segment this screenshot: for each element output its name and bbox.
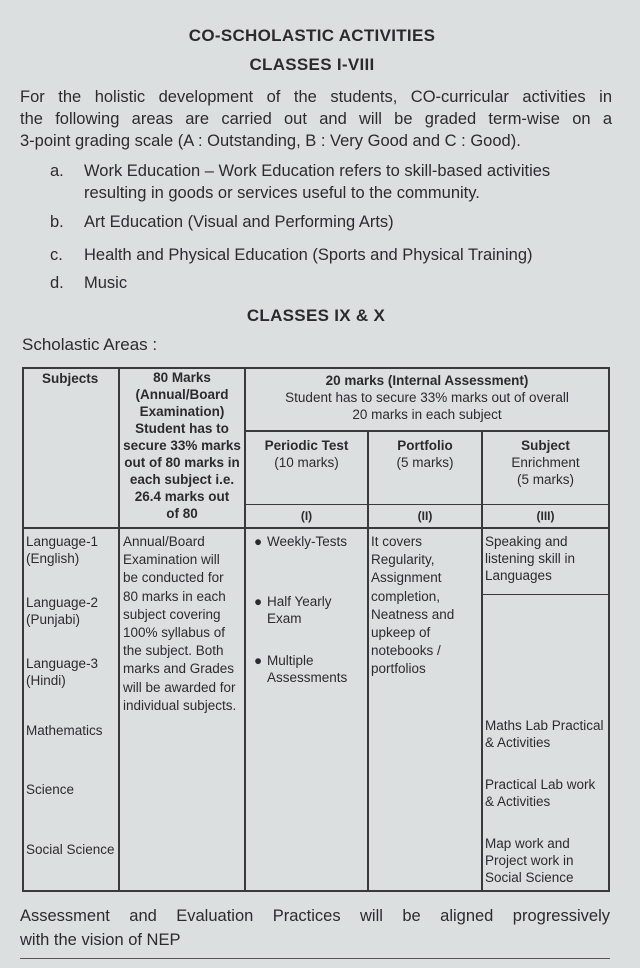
enrichment-line: Practical Lab work xyxy=(485,777,596,792)
internal-header-line: 20 marks (Internal Assessment) xyxy=(325,373,529,388)
board-header-line: each subject i.e. xyxy=(129,472,235,487)
table-border xyxy=(22,367,24,892)
activity-line: Music xyxy=(84,274,128,292)
subject-line: Language-3 xyxy=(26,656,99,671)
board-header-line: 80 Marks xyxy=(153,370,211,385)
board-line: individual subjects. xyxy=(123,697,237,713)
internal-assessment-header xyxy=(246,372,608,423)
board-line: Annual/Board xyxy=(123,534,205,549)
periodic-item-line: Multiple xyxy=(267,653,314,668)
table-border xyxy=(22,890,610,892)
portfolio-line: upkeep of xyxy=(371,625,431,641)
scholastic-table xyxy=(22,367,610,892)
periodic-item xyxy=(254,533,367,550)
intro-line: For the holistic development of the students, CO-curricular activities in xyxy=(20,88,612,106)
subject-cell xyxy=(26,533,118,567)
row-divider xyxy=(244,430,610,432)
board-line: marks and Grades xyxy=(123,661,235,677)
portfolio-line: portfolios xyxy=(371,661,426,677)
periodic-item-line: Half Yearly xyxy=(267,594,332,609)
row-divider xyxy=(22,527,610,529)
bullet-icon: ● xyxy=(254,534,263,549)
activity-text xyxy=(84,160,614,204)
table-border xyxy=(22,367,610,369)
roman-numeral: (II) xyxy=(417,509,433,523)
intro-line: 3-point grading scale (A : Outstanding, B : Very Good and C : Good). xyxy=(20,132,521,150)
footer-rule xyxy=(20,958,610,959)
enrichment-line: Social Science xyxy=(485,870,574,885)
footer-line: Assessment and Evaluation Practices will be aligned progressively xyxy=(20,907,610,925)
enrichment-header xyxy=(483,437,608,488)
subject-cell xyxy=(26,594,118,628)
board-header-line: secure 33% marks xyxy=(123,438,241,453)
enrichment-line: Speaking and xyxy=(485,534,568,549)
portfolio-header-line: Portfolio xyxy=(397,438,453,453)
page-title: CO-SCHOLASTIC ACTIVITIES xyxy=(188,26,436,45)
portfolio-text xyxy=(371,533,481,679)
enrichment-line: & Activities xyxy=(485,794,551,809)
enrichment-cell xyxy=(485,776,608,810)
intro-paragraph xyxy=(20,86,612,152)
periodic-item-line: Exam xyxy=(267,611,302,626)
board-header-line: Student has to xyxy=(135,421,229,436)
portfolio-line: completion, xyxy=(371,588,441,604)
bullet-icon: ● xyxy=(254,653,263,668)
board-line: 100% syllabus of xyxy=(123,625,226,641)
board-header-line: out of 80 marks in xyxy=(124,455,240,470)
subject-cell: Science xyxy=(26,782,75,797)
portfolio-line: Neatness and xyxy=(371,606,455,622)
subject-cell: Social Science xyxy=(26,842,115,857)
enrichment-line: Project work in xyxy=(485,853,574,868)
enrichment-header-line: (5 marks) xyxy=(517,472,574,487)
scholastic-areas-label: Scholastic Areas : xyxy=(22,335,158,354)
activity-line: Art Education (Visual and Performing Arts) xyxy=(84,213,394,231)
subject-line: Language-1 xyxy=(26,534,99,549)
roman-numeral: (I) xyxy=(300,509,313,523)
board-line: the subject. Both xyxy=(123,643,224,659)
internal-header-line: Student has to secure 33% marks out of overall xyxy=(285,390,569,405)
enrichment-line: Map work and xyxy=(485,836,570,851)
roman-numeral: (III) xyxy=(536,509,555,523)
enrichment-header-line: Subject xyxy=(521,438,570,453)
portfolio-line: Regularity, xyxy=(371,552,435,568)
subjects-header: Subjects xyxy=(42,371,99,386)
enrichment-header-line: Enrichment xyxy=(511,455,580,470)
subject-line: (Hindi) xyxy=(26,673,66,688)
board-header xyxy=(120,369,244,522)
periodic-item xyxy=(254,593,367,627)
row-divider xyxy=(481,594,610,595)
periodic-item-line: Assessments xyxy=(267,670,348,685)
section-title: CLASSES IX & X xyxy=(246,306,386,325)
portfolio-line: It covers xyxy=(371,534,423,549)
periodic-item-line: Weekly-Tests xyxy=(267,534,348,549)
activity-label: c. xyxy=(50,246,63,264)
enrichment-line: listening skill in xyxy=(485,551,576,566)
activity-line: Work Education – Work Education refers to skill-based activities xyxy=(84,162,551,180)
board-line: Examination will xyxy=(123,552,220,568)
periodic-header-line: Periodic Test xyxy=(264,438,349,453)
portfolio-header xyxy=(369,437,481,471)
row-divider xyxy=(244,504,610,505)
periodic-test-header xyxy=(246,437,367,471)
board-header-line: 26.4 marks out xyxy=(134,489,230,504)
activity-label: b. xyxy=(50,213,64,231)
activity-label: d. xyxy=(50,274,64,292)
board-exam-text xyxy=(123,533,244,715)
board-line: be conducted for xyxy=(123,570,224,586)
board-header-line: of 80 xyxy=(166,506,198,521)
enrichment-cell xyxy=(485,533,608,584)
internal-header-line: 20 marks in each subject xyxy=(352,407,502,422)
table-border xyxy=(608,367,610,892)
footer-paragraph xyxy=(20,904,610,952)
enrichment-line: & Activities xyxy=(485,735,551,750)
subject-cell: Mathematics xyxy=(26,723,103,738)
enrichment-line: Languages xyxy=(485,568,552,583)
intro-line: the following areas are carried out and will be graded term-wise on a xyxy=(20,110,612,128)
enrichment-cell xyxy=(485,835,608,886)
board-line: 80 marks in each xyxy=(123,588,226,604)
footer-line: with the vision of NEP xyxy=(20,931,181,949)
activity-line: resulting in goods or services useful to the community. xyxy=(84,184,480,202)
portfolio-line: notebooks / xyxy=(371,643,441,659)
column-divider xyxy=(481,431,483,892)
board-line: subject covering xyxy=(123,606,221,622)
subject-cell xyxy=(26,655,118,689)
portfolio-header-line: (5 marks) xyxy=(396,455,454,470)
portfolio-line: Assignment xyxy=(371,570,442,586)
enrichment-line: Maths Lab Practical xyxy=(485,718,604,733)
board-line: will be awarded for xyxy=(123,679,236,695)
board-header-line: Examination) xyxy=(139,404,225,419)
subject-line: Language-2 xyxy=(26,595,99,610)
subject-line: (English) xyxy=(26,551,80,566)
enrichment-cell xyxy=(485,717,608,751)
column-divider xyxy=(367,431,369,892)
periodic-item xyxy=(254,652,367,686)
subject-line: (Punjabi) xyxy=(26,612,81,627)
activity-line: Health and Physical Education (Sports and Physical Training) xyxy=(84,246,533,264)
page-subtitle: CLASSES I-VIII xyxy=(249,55,375,74)
activity-label: a. xyxy=(50,162,64,180)
bullet-icon: ● xyxy=(254,594,263,609)
board-header-line: (Annual/Board xyxy=(135,387,229,402)
periodic-header-line: (10 marks) xyxy=(274,455,339,470)
